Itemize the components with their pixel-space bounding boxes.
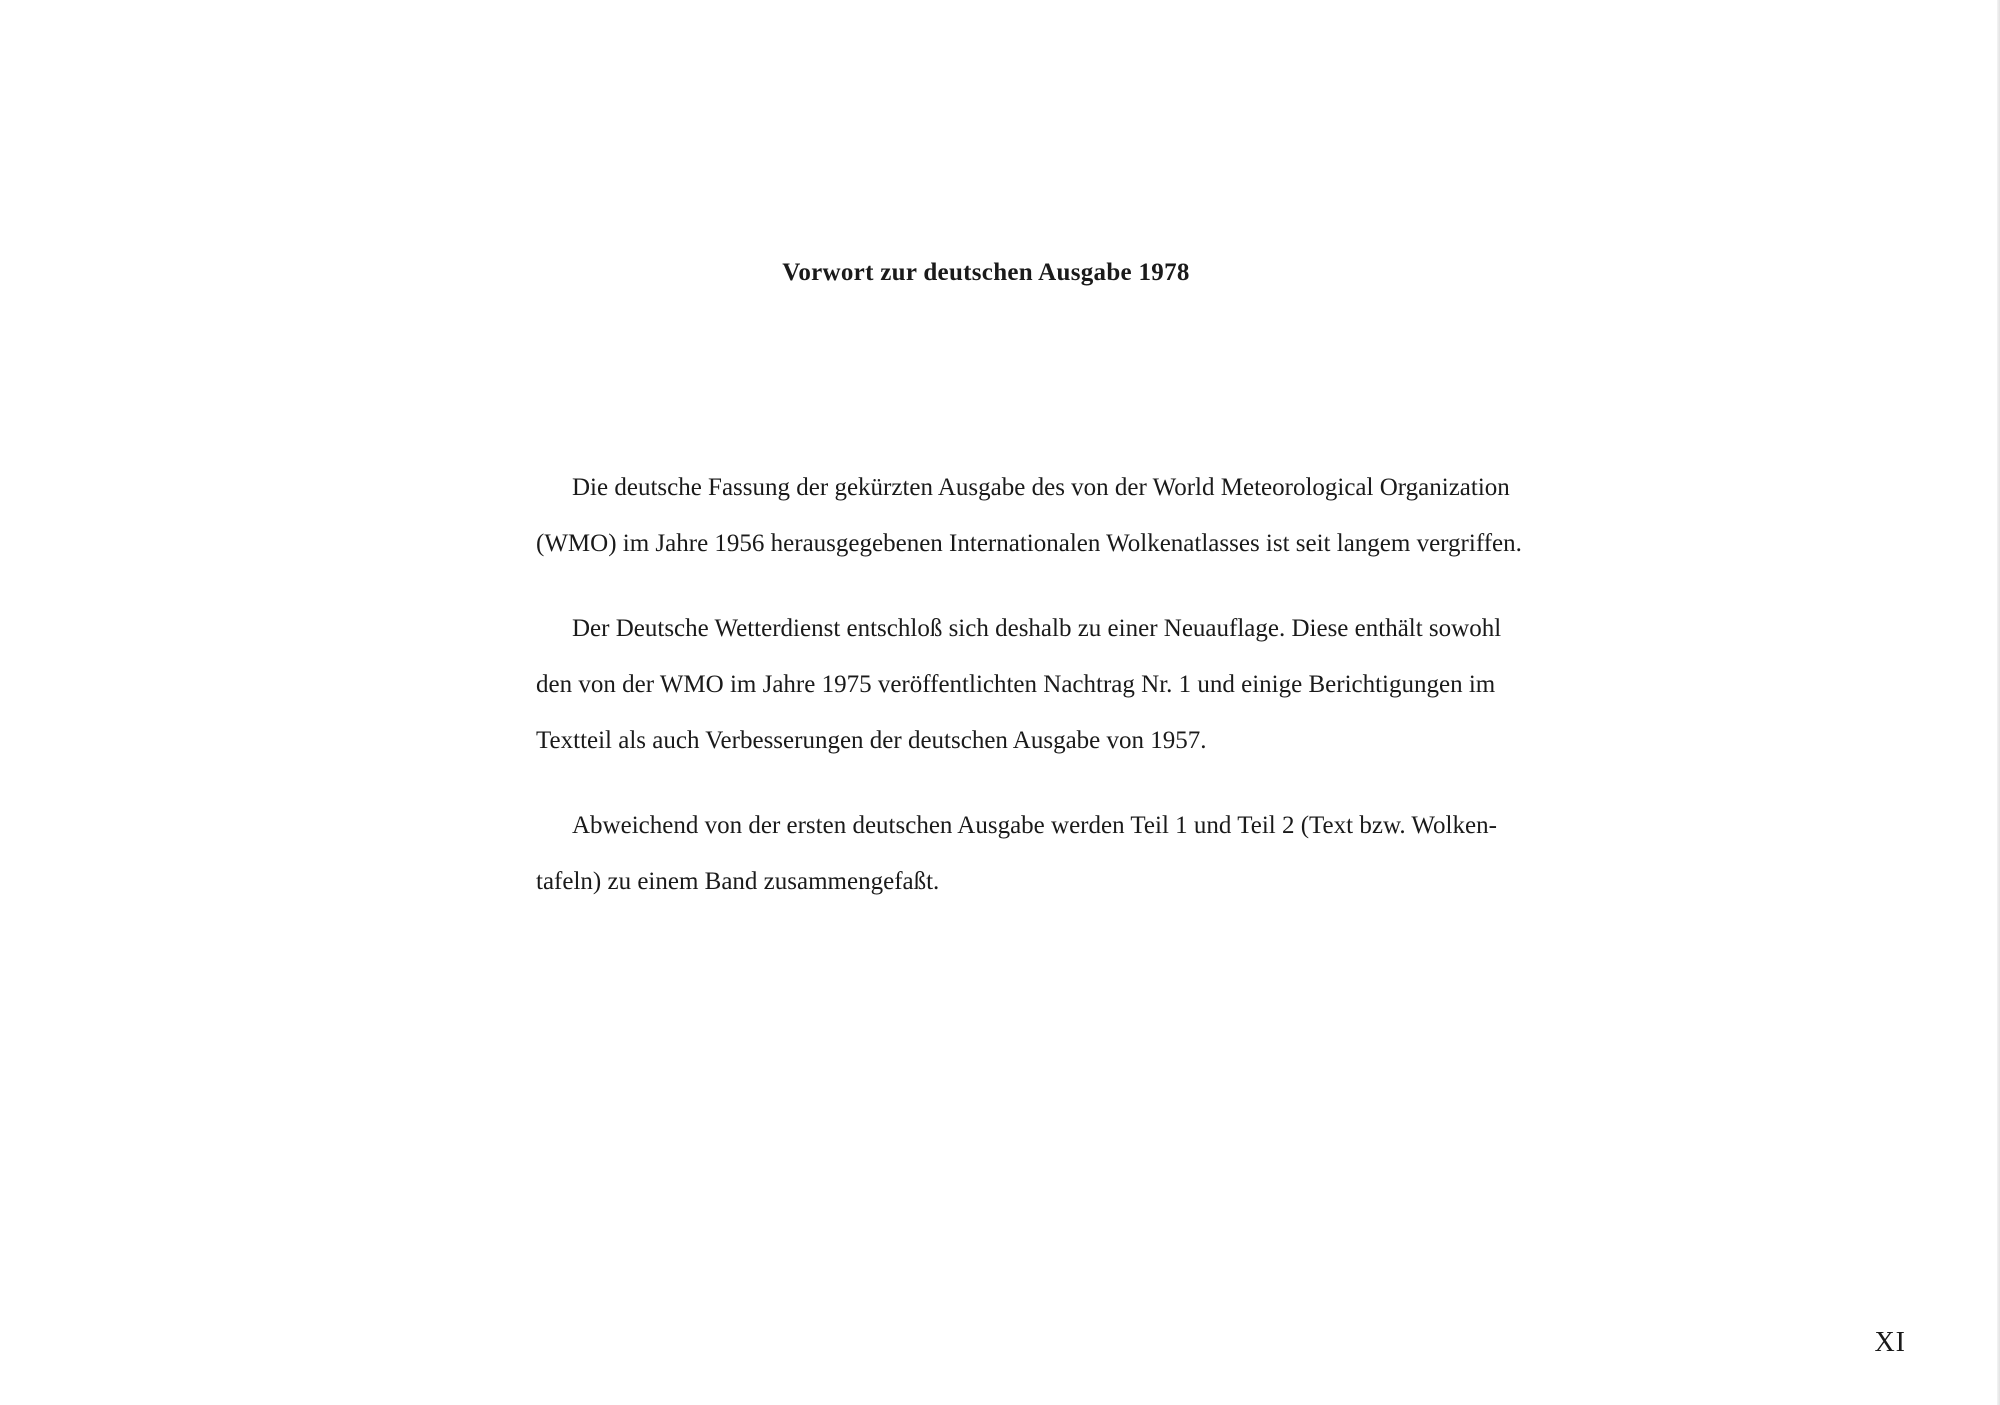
page-number: XI [1874, 1327, 1906, 1358]
paragraph-1 [500, 460, 1522, 572]
paragraph-2 [500, 601, 1502, 769]
paragraph-line: den von der WMO im Jahre 1975 veröffentlichten Nachtrag Nr. 1 und einige Berichtigungen im [536, 671, 1496, 698]
paragraph-line: Die deutsche Fassung der gekürzten Ausgabe des von der World Meteorological Organization [572, 474, 1510, 501]
body-text [500, 460, 1522, 939]
paragraph-line: Der Deutsche Wetterdienst entschloß sich deshalb zu einer Neuauflage. Diese enthält sowohl [572, 615, 1502, 642]
page-title: Vorwort zur deutschen Ausgabe 1978 [782, 259, 1190, 286]
paragraph-line: Abweichend von der ersten deutschen Ausgabe werden Teil 1 und Teil 2 (Text bzw. Wolken- [572, 812, 1497, 839]
paragraph-3 [500, 798, 1497, 910]
paragraph-line: (WMO) im Jahre 1956 herausgegebenen Internationalen Wolkenatlasses ist seit langem vergriffen. [536, 530, 1522, 557]
paragraph-line: Textteil als auch Verbesserungen der deutschen Ausgabe von 1957. [536, 727, 1207, 754]
paragraph-line: tafeln) zu einem Band zusammengefaßt. [536, 868, 940, 895]
